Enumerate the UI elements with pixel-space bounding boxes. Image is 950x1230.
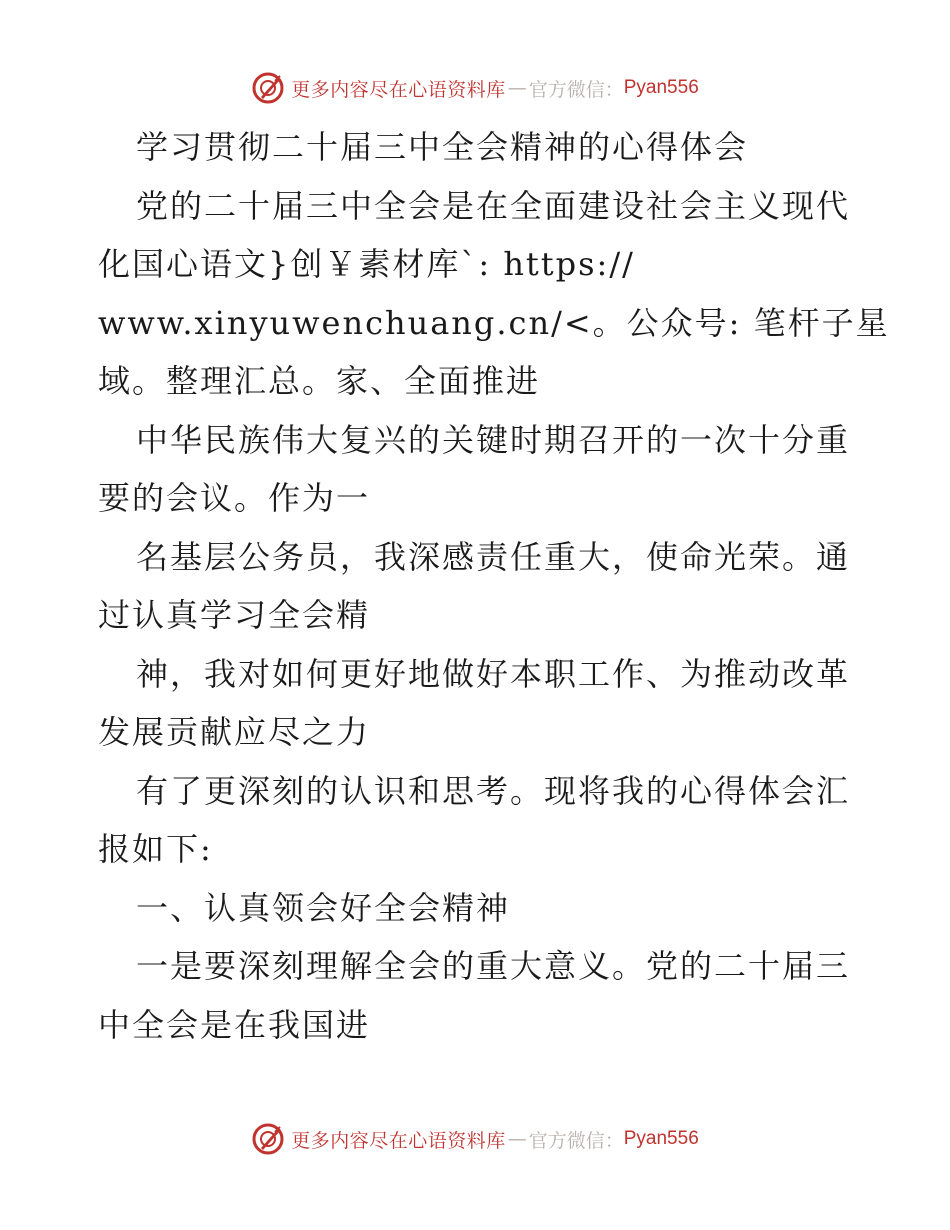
- paragraph-line: 中华民族伟大复兴的关键时期召开的一次十分重: [136, 420, 851, 459]
- document-body: [98, 118, 890, 1054]
- paragraph-line: 发展贡献应尽之力: [98, 713, 371, 751]
- paragraph-line: 党的二十届三中全会是在全面建设社会主义现代: [136, 186, 851, 225]
- banner-wechat-id: Pyan556: [623, 77, 699, 98]
- banner-separator: —: [507, 1128, 527, 1150]
- banner-wechat-label: 官方微信：: [528, 1129, 624, 1152]
- paragraph-line: 要的会议。作为一: [98, 479, 371, 517]
- banner-wechat-label: 官方微信：: [528, 78, 624, 101]
- paragraph-line: 化国心语文}创￥素材库`: https://: [98, 245, 635, 283]
- paragraph-line: 域。整理汇总。家、全面推进: [98, 362, 541, 400]
- footer-banner: [0, 1119, 950, 1159]
- paragraph-line: 中全会是在我国进: [98, 1005, 371, 1044]
- banner-brand-text: 更多内容尽在心语资料库: [291, 1129, 506, 1152]
- banner-separator: —: [507, 77, 527, 99]
- pen-logo-icon: [251, 71, 285, 105]
- document-title: 学习贯彻二十届三中全会精神的心得体会: [136, 128, 749, 166]
- banner-wechat-id: Pyan556: [623, 1128, 699, 1149]
- paragraph-line: 神，我对如何更好地做好本职工作、为推动改革: [136, 654, 851, 693]
- header-banner: [0, 68, 950, 108]
- paragraph-line: 报如下:: [98, 830, 213, 868]
- paragraph-line: 名基层公务员，我深感责任重大，使命光荣。通: [136, 537, 851, 576]
- paragraph-line: 有了更深刻的认识和思考。现将我的心得体会汇: [136, 771, 851, 810]
- paragraph-line: www.xinyuwenchuang.cn/<。公众号: 笔杆子星: [98, 303, 890, 342]
- paragraph-line: 一是要深刻理解全会的重大意义。党的二十届三: [136, 947, 851, 985]
- banner-brand-text: 更多内容尽在心语资料库: [291, 78, 506, 101]
- pen-logo-icon: [251, 1122, 285, 1156]
- paragraph-line: 过认真学习全会精: [98, 596, 371, 634]
- section-heading: 一、认真领会好全会精神: [136, 888, 511, 927]
